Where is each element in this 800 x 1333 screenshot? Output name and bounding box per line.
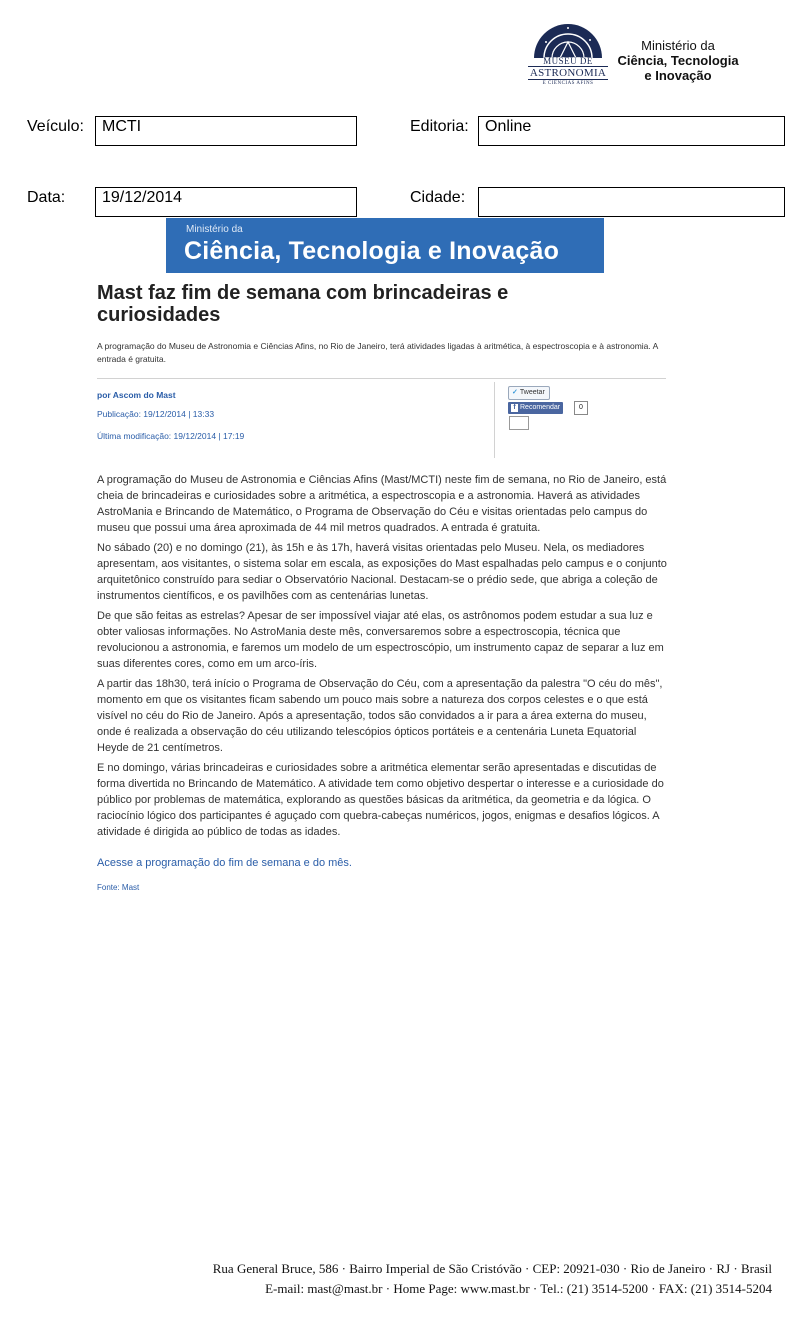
share-button-empty[interactable] [509, 416, 529, 430]
article-lead: A programação do Museu de Astronomia e Ciências Afins, no Rio de Janeiro, terá atividades ligadas à aritmética, à espectroscopia e à astronomia. A entrada é gratuita. [97, 341, 658, 364]
banner-title: Ciência, Tecnologia e Inovação [184, 237, 560, 265]
article-paragraph: De que são feitas as estrelas? Apesar de ser impossível viajar até elas, os astrônomos podem estudar a sua luz e obter valiosas informações. No AstroMania deste mês, conversaremos sobre a espectroscopia, técnica que revolucionou a astronomia, e faremos um modelo de um espectroscópio, um instrumento capaz de separar a luz em suas diferentes cores, como em um arco-íris. [97, 610, 664, 670]
article-paragraph: No sábado (20) e no domingo (21), às 15h e às 17h, haverá visitas orientadas pelo Museu. Nela, os mediadores apresentam, aos visitantes, o sistema solar em escala, as exposições do Mast espalhadas pelo campus e o conjunto arquitetônico construído para sediar o Observatório Nacional. Destacam-se o prédio sede, que abriga a coleção de instrumentos científicos, e os pavilhões com as centenárias lunetas. [97, 542, 667, 602]
article-paragraph: A programação do Museu de Astronomia e Ciências Afins (Mast/MCTI) neste fim de semana, no Rio de Janeiro, está cheia de brincadeiras e curiosidades sobre a aritmética, a espectroscopia e a astronomia. Haverá as atividades AstroMania e Brincando de Matemático, o Programa de Observação do Céu e visitas orientadas pelo campus do museu que possui uma área aproximada de 44 mil metros quadrados. A entrada é gratuita. [97, 474, 667, 534]
ministry-line-2: Ciência, Tecnologia [617, 53, 739, 68]
logo-line-3: E CIÊNCIAS AFINS [542, 81, 594, 86]
museum-logo-text [528, 56, 608, 87]
recommend-label: Recomendar [520, 404, 561, 411]
article-source: Fonte: Mast [97, 883, 140, 892]
twitter-bird-icon: ✓ [512, 389, 518, 396]
article-modified: Última modificação: 19/12/2014 | 17:19 [97, 431, 245, 441]
article-paragraph: A partir das 18h30, terá início o Programa de Observação do Céu, com a apresentação da palestra "O céu do mês", momento em que os visitantes ficam sabendo um pouco mais sobre a natureza dos corpos celestes e o que está visível no céu do Rio de Janeiro. Após a apresentação, todos são convidados a ir para a área externa do museu, onde é realizada a observação do céu utilizando telescópios ópticos portáteis e a centenária Luneta Equatorial Heyde de 21 centímetros. [97, 678, 663, 754]
recommend-button[interactable] [508, 402, 563, 414]
article-body [97, 472, 667, 844]
ministry-line-1: Ministério da [641, 38, 715, 53]
banner-small-text: Ministério da [186, 224, 243, 235]
cidade-label: Cidade: [410, 189, 466, 206]
mcti-banner [166, 218, 604, 273]
editoria-label: Editoria: [410, 118, 469, 135]
data-label: Data: [27, 189, 66, 206]
logo-line-2: ASTRONOMIA [529, 67, 607, 79]
ministry-line-3: e Inovação [644, 68, 712, 83]
divider [97, 378, 666, 379]
tweet-label: Tweetar [519, 389, 545, 396]
footer-line-1: Rua General Bruce, 586 · Bairro Imperial de São Cristóvão · CEP: 20921-030 · Rio de Janeiro · RJ · Brasil [212, 1261, 772, 1276]
footer-address [72, 1259, 772, 1299]
article-title: Mast faz fim de semana com brincadeiras e curiosidades [97, 282, 509, 326]
logo-line-1: MUSEU DE [543, 56, 593, 66]
editoria-field[interactable]: Online [478, 116, 785, 146]
article-published: Publicação: 19/12/2014 | 13:33 [97, 409, 215, 419]
schedule-link[interactable]: Acesse a programação do fim de semana e do mês. [97, 857, 352, 869]
recommend-count: 0 [574, 401, 588, 415]
observatory-dome-icon [530, 18, 606, 58]
tweet-button[interactable] [508, 386, 550, 400]
divider-vertical [494, 382, 495, 458]
veiculo-field[interactable]: MCTI [95, 116, 357, 146]
article-paragraph: E no domingo, várias brincadeiras e curiosidades sobre a aritmética elementar serão apresentadas e discutidas de forma divertida no Brincando de Matemático. A atividade tem como objetivo despertar o interesse e a curiosidade do público por problemas de matemática, explorando as questões básicas da aritmética, da geometria e da lógica. O raciocínio lógico dos participantes é aguçado com quebra-cabeças numéricos, jogos, enigmas e desafios lógicos. A atividade é dirigida ao público de todas as idades. [97, 762, 664, 838]
cidade-field[interactable] [478, 187, 785, 217]
article-byline[interactable]: por Ascom do Mast [97, 390, 176, 400]
data-field[interactable]: 19/12/2014 [95, 187, 357, 217]
footer-line-2: E-mail: mast@mast.br · Home Page: www.mast.br · Tel.: (21) 3514-5200 · FAX: (21) 3514-5204 [265, 1281, 772, 1296]
ministry-heading [616, 38, 740, 83]
veiculo-label: Veículo: [27, 118, 84, 135]
facebook-icon: f [511, 404, 518, 412]
